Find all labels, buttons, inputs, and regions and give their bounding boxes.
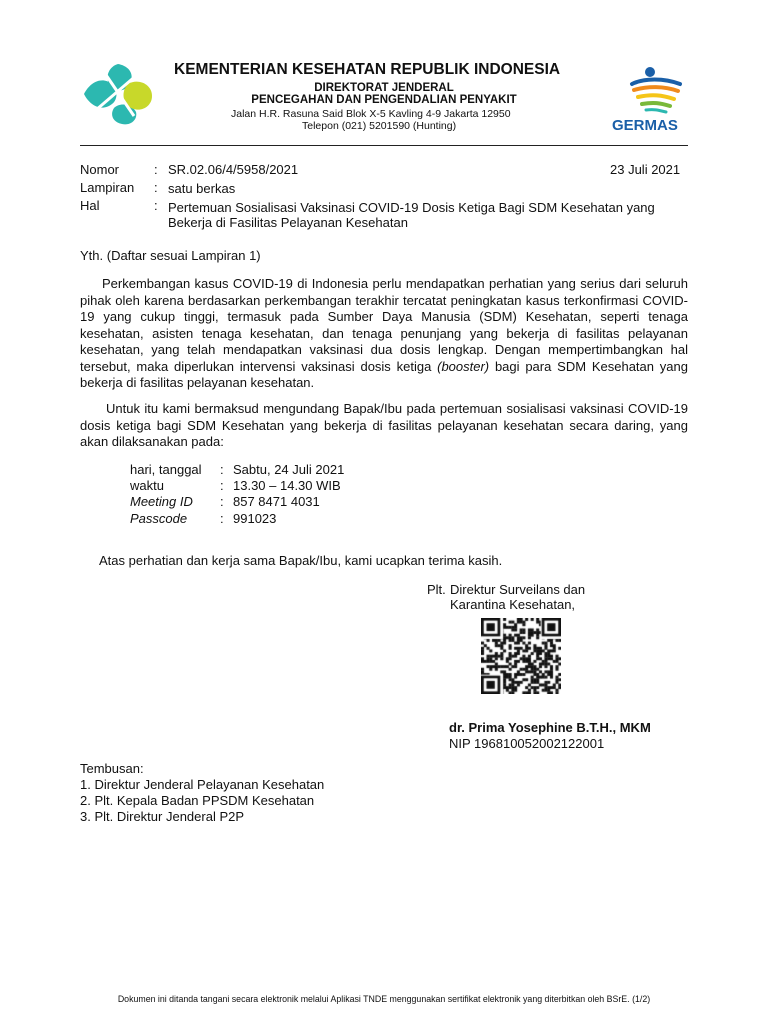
paragraph-1-end: bagi para SDM Kesehatan yang bekerja di fasilitas pelayanan kesehatan. — [80, 358, 688, 390]
hal-label: Hal — [80, 198, 100, 213]
paragraph-2: Untuk itu kami bermaksud mengundang Bapak/Ibu pada pertemuan sosialisasi vaksinasi COVID-19 dosis ketiga bagi SDM Kesehatan yang bekerja di fasilitas pelayanan kesehatan secara daring, yang akan dilaksanakan pada: — [80, 401, 688, 449]
address: Jalan H.R. Rasuna Said Blok X-5 Kavling 4-9 Jakarta 12950 — [231, 108, 511, 120]
detail-label-date: hari, tanggal — [130, 462, 202, 477]
footer-note: Dokumen ini ditanda tangani secara elektronik melalui Aplikasi TNDE menggunakan sertifikat elektronik yang diterbitkan oleh BSrE. (1/2) — [117, 994, 651, 1004]
signature-title-prefix: Plt. — [427, 582, 446, 597]
booster-term: (booster) — [437, 358, 490, 374]
detail-value-time: 13.30 – 14.30 WIB — [233, 478, 341, 493]
detail-value-date: Sabtu, 24 Juli 2021 — [233, 462, 345, 477]
detail-colon-date: : — [220, 462, 224, 477]
hal-colon: : — [154, 198, 158, 213]
lampiran-colon: : — [154, 180, 158, 195]
nomor-colon: : — [154, 162, 158, 177]
detail-label-meeting-id: Meeting ID — [130, 494, 193, 509]
signatory-nip: NIP 196810052002122001 — [449, 736, 605, 751]
phone: Telepon (021) 5201590 (Hunting) — [302, 120, 457, 132]
lampiran-value: satu berkas — [168, 181, 236, 196]
qr-code-signature — [481, 618, 561, 694]
detail-label-time: waktu — [130, 478, 164, 493]
paragraph-1 — [80, 276, 688, 392]
tembusan-label: Tembusan: — [80, 761, 144, 776]
hal-line1: Pertemuan Sosialisasi Vaksinasi COVID-19 Dosis Ketiga Bagi SDM Kesehatan yang — [168, 200, 655, 215]
detail-label-passcode: Passcode — [130, 511, 188, 526]
letter-date: 23 Juli 2021 — [610, 162, 681, 177]
tembusan-item: 3. Plt. Direktur Jenderal P2P — [80, 809, 245, 824]
detail-colon-meeting-id: : — [220, 494, 224, 509]
signature-title-line2: Karantina Kesehatan, — [450, 597, 576, 612]
tembusan-item: 1. Direktur Jenderal Pelayanan Kesehatan — [80, 777, 325, 792]
nomor-label: Nomor — [80, 162, 120, 177]
directorate-line1: DIREKTORAT JENDERAL — [314, 82, 454, 94]
detail-colon-passcode: : — [220, 511, 224, 526]
lampiran-label: Lampiran — [80, 180, 135, 195]
signature-title-line1: Direktur Surveilans dan — [450, 582, 586, 597]
signatory-name: dr. Prima Yosephine B.T.H., MKM — [449, 720, 651, 735]
directorate-line2: PENCEGAHAN DAN PENGENDALIAN PENYAKIT — [251, 94, 517, 106]
detail-value-meeting-id: 857 8471 4031 — [233, 494, 320, 509]
nomor-value: SR.02.06/4/5958/2021 — [168, 162, 299, 177]
germas-logo-text: GERMAS — [612, 117, 678, 134]
closing-sentence: Atas perhatian dan kerja sama Bapak/Ibu, kami ucapkan terima kasih. — [99, 553, 503, 568]
tembusan-item: 2. Plt. Kepala Badan PPSDM Kesehatan — [80, 793, 315, 808]
paragraph-1-text: Perkembangan kasus COVID-19 di Indonesia perlu mendapatkan perhatian yang serius dari seluruh pihak oleh karena berdasarkan perkembangan terakhir tercatat peningkatan kasus terkonfirmasi COVID-19 yang cukup tinggi, termasuk pada Sumber Daya Manusia (SDM) Kesehatan, seperti tenaga kesehatan, asisten tenaga kesehatan, dan tenaga penunjang yang bekerja di fasilitas pelayanan kesehatan, yang telah mendapatkan vaksinasi dua dosis lengkap. Dengan mempertimbangkan hal tersebut, maka diperlukan intervensi vaksinasi dosis ketiga — [80, 276, 688, 374]
salutation: Yth. (Daftar sesuai Lampiran 1) — [80, 248, 261, 263]
detail-colon-time: : — [220, 478, 224, 493]
detail-value-passcode: 991023 — [233, 511, 277, 526]
ministry-title: KEMENTERIAN KESEHATAN REPUBLIK INDONESIA — [174, 61, 561, 78]
header-divider — [80, 145, 688, 146]
hal-line2: Bekerja di Fasilitas Pelayanan Kesehatan — [168, 215, 408, 230]
germas-logo-icon — [624, 66, 688, 116]
